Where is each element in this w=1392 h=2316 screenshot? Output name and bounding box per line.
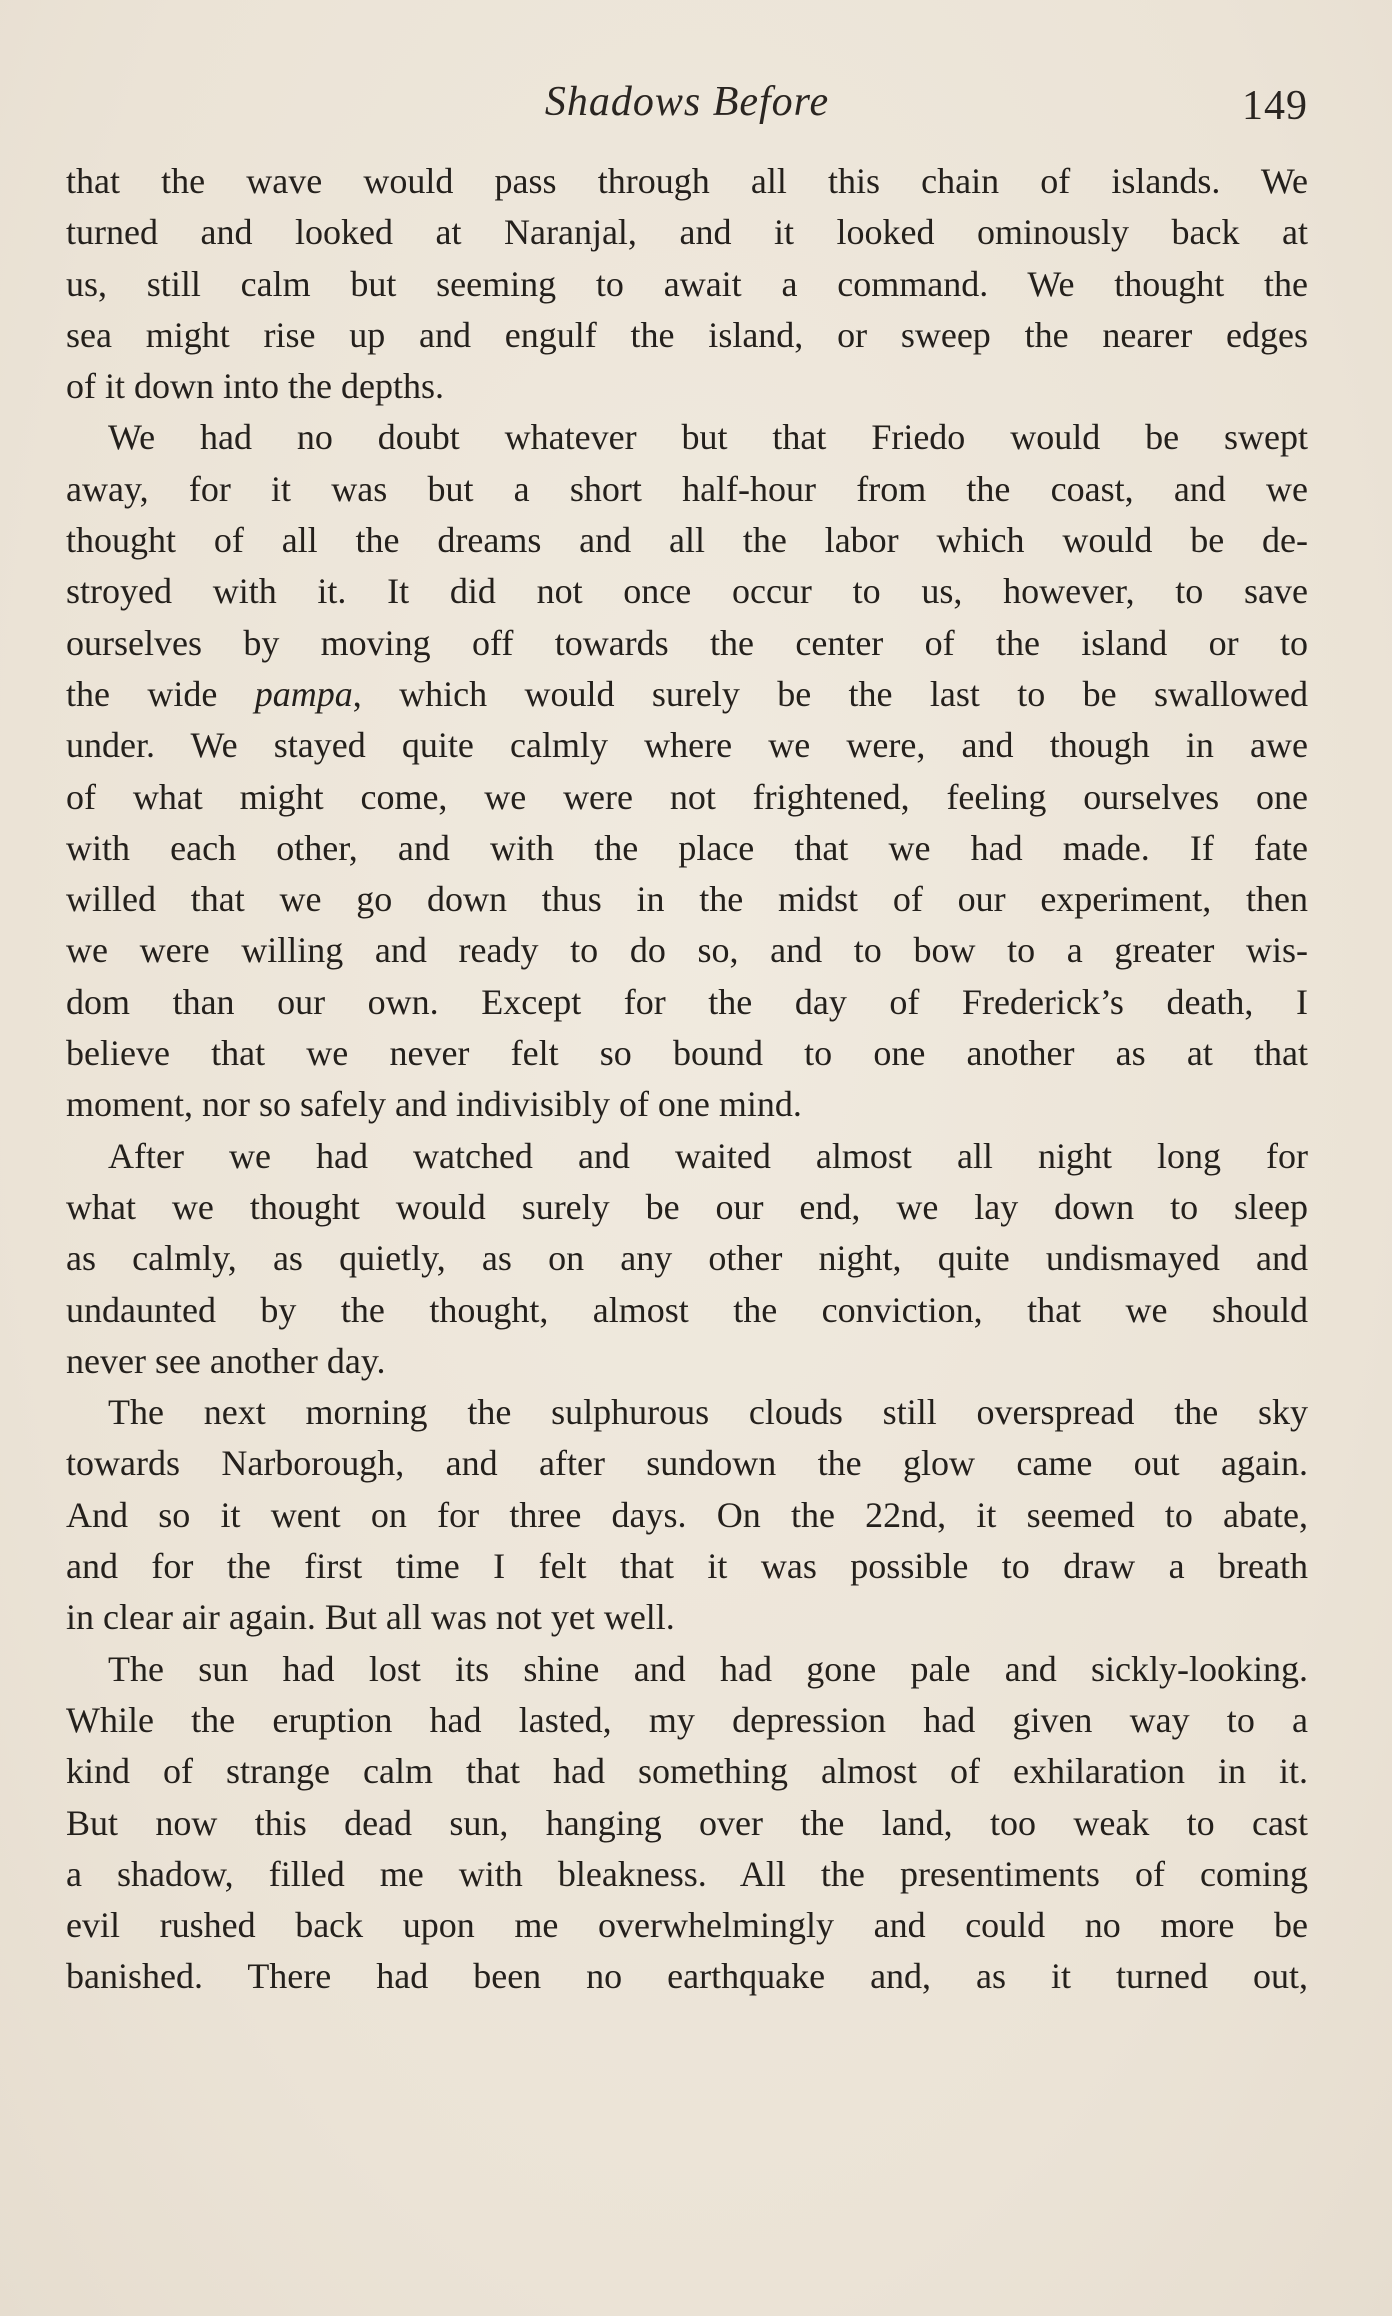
text-line: thought of all the dreams and all the labor which would be de- — [66, 520, 1308, 561]
page-number: 149 — [1242, 83, 1308, 129]
paragraph-start-line: We had no doubt whatever but that Friedo would be swept — [108, 417, 1308, 458]
text-line: While the eruption had lasted, my depression had given way to a — [66, 1699, 1308, 1740]
text-line: and for the first time I felt that it was possible to draw a breath — [66, 1546, 1308, 1587]
text-fragment: the wide — [66, 673, 255, 714]
text-line: dom than our own. Except for the day of Frederick’s death, I — [66, 981, 1308, 1022]
text-line: of what might come, we were not frightened, feeling ourselves one — [66, 776, 1308, 817]
text-line: as calmly, as quietly, as on any other night, quite undismayed and — [66, 1238, 1308, 1279]
text-line: that the wave would pass through all this chain of islands. We — [66, 161, 1308, 201]
paragraph-start-line: The sun had lost its shine and had gone pale and sickly-looking. — [108, 1648, 1308, 1689]
paragraph-start-line: The next morning the sulphurous clouds still overspread the sky — [108, 1392, 1308, 1433]
text-line: us, still calm but seeming to await a command. We thought the — [66, 263, 1308, 304]
text-line: ourselves by moving off towards the center of the island or to — [66, 622, 1308, 663]
text-line: And so it went on for three days. On the 22nd, it seemed to abate, — [66, 1494, 1308, 1535]
text-line: away, for it was but a short half-hour from the coast, and we — [66, 468, 1308, 509]
text-line: believe that we never felt so bound to one another as at that — [66, 1033, 1308, 1074]
text-line: evil rushed back upon me overwhelmingly and could no more be — [66, 1905, 1308, 1946]
body-text — [66, 156, 1308, 2003]
text-line: we were willing and ready to do so, and to bow to a greater wis- — [66, 930, 1308, 971]
text-line: undaunted by the thought, almost the conviction, that we should — [66, 1289, 1308, 1330]
text-line: under. We stayed quite calmly where we were, and though in awe — [66, 725, 1308, 766]
text-line: what we thought would surely be our end, we lay down to sleep — [66, 1186, 1308, 1227]
text-line: But now this dead sun, hanging over the land, too weak to cast — [66, 1802, 1308, 1843]
text-line: moment, nor so safely and indivisibly of one mind. — [66, 1084, 802, 1125]
text-line: with each other, and with the place that we had made. If fate — [66, 827, 1308, 868]
text-line: of it down into the depths. — [66, 366, 444, 407]
italic-word: pampa — [254, 673, 353, 714]
text-line: kind of strange calm that had something almost of exhilaration in it. — [66, 1751, 1308, 1792]
running-title: Shadows Before — [544, 79, 830, 125]
text-line: towards Narborough, and after sundown the glow came out again. — [66, 1443, 1308, 1484]
text-line: never see another day. — [66, 1340, 386, 1381]
text-line: in clear air again. But all was not yet well. — [66, 1597, 675, 1638]
text-fragment: , which would surely be the last to be swallowed — [352, 673, 1308, 714]
text-line-with-italic — [66, 669, 1308, 720]
text-line: willed that we go down thus in the midst of our experiment, then — [66, 879, 1308, 920]
text-line: stroyed with it. It did not once occur to us, however, to save — [66, 571, 1308, 612]
text-line: a shadow, filled me with bleakness. All the presentiments of coming — [66, 1853, 1308, 1894]
running-head — [66, 78, 1308, 138]
text-line: banished. There had been no earthquake and, as it turned out, — [66, 1956, 1308, 1997]
paragraph-start-line: After we had watched and waited almost all night long for — [108, 1135, 1308, 1176]
text-line: turned and looked at Naranjal, and it looked ominously back at — [66, 212, 1308, 253]
text-line: sea might rise up and engulf the island, or sweep the nearer edges — [66, 314, 1308, 355]
